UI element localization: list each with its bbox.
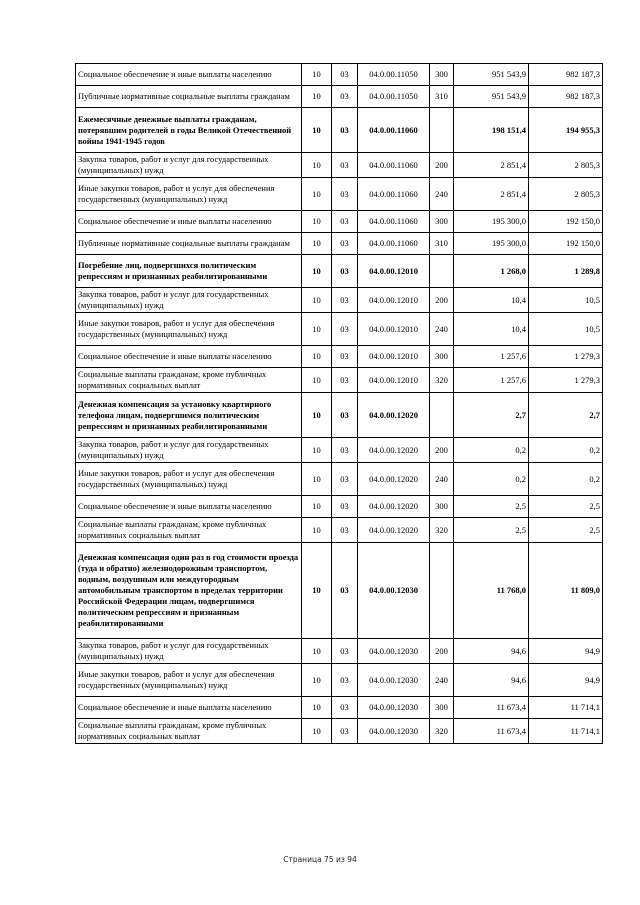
table-row [76,313,603,346]
cell-section: 10 [302,463,332,496]
cell-subsection: 03 [332,313,358,346]
cell-amount-year2: 11 714,1 [529,697,603,719]
cell-section: 10 [302,496,332,518]
cell-section: 10 [302,288,332,313]
cell-target-article: 04.0.00.11060 [358,211,430,233]
table-row [76,719,603,744]
table-row [76,64,603,86]
cell-target-article: 04.0.00.12010 [358,313,430,346]
cell-target-article: 04.0.00.12030 [358,664,430,697]
cell-section: 10 [302,518,332,543]
cell-target-article: 04.0.00.12010 [358,368,430,393]
page-footer: Страница 75 из 94 [283,855,357,864]
cell-section: 10 [302,393,332,438]
cell-amount-year1: 11 673,4 [454,719,529,744]
cell-expense-type: 300 [430,697,454,719]
cell-name: Ежемесячные денежные выплаты гражданам, потерявшим родителей в годы Великой Отечественной войны 1941-1945 годов [76,108,302,153]
cell-amount-year1: 94,6 [454,639,529,664]
cell-name: Социальное обеспечение и иные выплаты населению [76,64,302,86]
table-row [76,86,603,108]
cell-amount-year1: 1 257,6 [454,368,529,393]
cell-section: 10 [302,438,332,463]
cell-target-article: 04.0.00.12030 [358,543,430,639]
cell-section: 10 [302,313,332,346]
cell-subsection: 03 [332,368,358,393]
cell-amount-year2: 0,2 [529,463,603,496]
cell-amount-year2: 2 805,3 [529,178,603,211]
cell-amount-year2: 11 809,0 [529,543,603,639]
cell-amount-year1: 951 543,9 [454,86,529,108]
table-row [76,178,603,211]
cell-amount-year2: 982 187,3 [529,64,603,86]
cell-subsection: 03 [332,178,358,211]
cell-expense-type: 320 [430,368,454,393]
cell-amount-year2: 194 955,3 [529,108,603,153]
cell-amount-year2: 94,9 [529,664,603,697]
cell-expense-type: 320 [430,518,454,543]
cell-target-article: 04.0.00.12020 [358,438,430,463]
cell-subsection: 03 [332,288,358,313]
cell-amount-year1: 94,6 [454,664,529,697]
cell-name: Погребение лиц, подвергшихся политическим репрессиям и признанных реабилитированными [76,255,302,288]
cell-target-article: 04.0.00.12020 [358,496,430,518]
cell-target-article: 04.0.00.12010 [358,288,430,313]
cell-section: 10 [302,346,332,368]
table-row [76,664,603,697]
cell-expense-type [430,393,454,438]
cell-subsection: 03 [332,664,358,697]
cell-target-article: 04.0.00.11060 [358,233,430,255]
cell-name: Иные закупки товаров, работ и услуг для обеспечения государственных (муниципальных) нужд [76,463,302,496]
cell-expense-type: 300 [430,211,454,233]
cell-amount-year2: 982 187,3 [529,86,603,108]
cell-amount-year2: 94,9 [529,639,603,664]
cell-name: Закупка товаров, работ и услуг для государственных (муниципальных) нужд [76,153,302,178]
table-row [76,543,603,639]
cell-section: 10 [302,664,332,697]
cell-amount-year1: 2,5 [454,496,529,518]
cell-amount-year1: 1 268,0 [454,255,529,288]
cell-expense-type: 200 [430,153,454,178]
cell-expense-type: 240 [430,664,454,697]
cell-name: Публичные нормативные социальные выплаты гражданам [76,86,302,108]
cell-subsection: 03 [332,719,358,744]
cell-target-article: 04.0.00.12020 [358,463,430,496]
cell-expense-type: 320 [430,719,454,744]
cell-amount-year1: 951 543,9 [454,64,529,86]
cell-section: 10 [302,368,332,393]
table-row [76,153,603,178]
cell-amount-year1: 0,2 [454,463,529,496]
cell-amount-year2: 0,2 [529,438,603,463]
cell-amount-year1: 11 768,0 [454,543,529,639]
cell-section: 10 [302,153,332,178]
cell-section: 10 [302,108,332,153]
cell-target-article: 04.0.00.11060 [358,178,430,211]
cell-subsection: 03 [332,346,358,368]
cell-amount-year1: 1 257,6 [454,346,529,368]
cell-section: 10 [302,543,332,639]
cell-amount-year1: 198 151,4 [454,108,529,153]
cell-name: Закупка товаров, работ и услуг для государственных (муниципальных) нужд [76,639,302,664]
cell-name: Иные закупки товаров, работ и услуг для обеспечения государственных (муниципальных) нужд [76,178,302,211]
cell-amount-year1: 0,2 [454,438,529,463]
cell-expense-type [430,255,454,288]
cell-section: 10 [302,178,332,211]
cell-amount-year2: 1 279,3 [529,368,603,393]
cell-amount-year2: 11 714,1 [529,719,603,744]
cell-name: Публичные нормативные социальные выплаты гражданам [76,233,302,255]
cell-amount-year2: 2 805,3 [529,153,603,178]
cell-amount-year1: 11 673,4 [454,697,529,719]
cell-subsection: 03 [332,108,358,153]
table-body [76,64,603,744]
cell-name: Социальное обеспечение и иные выплаты населению [76,697,302,719]
cell-subsection: 03 [332,518,358,543]
cell-section: 10 [302,64,332,86]
cell-amount-year1: 2 851,4 [454,153,529,178]
cell-expense-type: 200 [430,639,454,664]
cell-subsection: 03 [332,438,358,463]
cell-subsection: 03 [332,211,358,233]
cell-target-article: 04.0.00.12030 [358,639,430,664]
cell-subsection: 03 [332,496,358,518]
cell-expense-type: 200 [430,438,454,463]
cell-name: Социальные выплаты гражданам, кроме публичных нормативных социальных выплат [76,719,302,744]
cell-expense-type [430,108,454,153]
table-row [76,108,603,153]
cell-amount-year1: 2 851,4 [454,178,529,211]
cell-target-article: 04.0.00.11060 [358,108,430,153]
table-row [76,211,603,233]
cell-amount-year2: 2,5 [529,496,603,518]
cell-subsection: 03 [332,639,358,664]
cell-amount-year2: 1 289,8 [529,255,603,288]
cell-section: 10 [302,697,332,719]
cell-name: Социальные выплаты гражданам, кроме публичных нормативных социальных выплат [76,518,302,543]
cell-expense-type: 240 [430,313,454,346]
cell-name: Иные закупки товаров, работ и услуг для обеспечения государственных (муниципальных) нужд [76,313,302,346]
cell-section: 10 [302,719,332,744]
cell-amount-year1: 195 300,0 [454,211,529,233]
cell-expense-type [430,543,454,639]
cell-name: Денежная компенсация один раз в год стоимости проезда (туда и обратно) железнодорожным транспортом, водным, воздушным или междугородным автомобильным транспортом в пределах территории Российской Федерации лицам, подвергшимся политическим репрессиям и признанным реабилитированными [76,543,302,639]
cell-amount-year2: 10,5 [529,313,603,346]
cell-amount-year2: 192 150,0 [529,233,603,255]
cell-target-article: 04.0.00.11050 [358,64,430,86]
cell-subsection: 03 [332,233,358,255]
cell-name: Социальное обеспечение и иные выплаты населению [76,211,302,233]
cell-subsection: 03 [332,543,358,639]
cell-name: Закупка товаров, работ и услуг для государственных (муниципальных) нужд [76,288,302,313]
table-row [76,496,603,518]
cell-target-article: 04.0.00.12020 [358,393,430,438]
cell-subsection: 03 [332,463,358,496]
cell-name: Иные закупки товаров, работ и услуг для обеспечения государственных (муниципальных) нужд [76,664,302,697]
cell-subsection: 03 [332,64,358,86]
table-row [76,697,603,719]
cell-subsection: 03 [332,697,358,719]
cell-expense-type: 310 [430,233,454,255]
table-row [76,255,603,288]
cell-target-article: 04.0.00.12020 [358,518,430,543]
table-row [76,393,603,438]
table-row [76,438,603,463]
table-row [76,288,603,313]
cell-name: Денежная компенсация за установку квартирного телефона лицам, подвергшимся политическим репрессиям и признанных реабилитированными [76,393,302,438]
cell-target-article: 04.0.00.12030 [358,719,430,744]
cell-amount-year2: 2,7 [529,393,603,438]
cell-name: Социальное обеспечение и иные выплаты населению [76,346,302,368]
cell-section: 10 [302,233,332,255]
cell-expense-type: 300 [430,346,454,368]
table-row [76,368,603,393]
cell-target-article: 04.0.00.12010 [358,255,430,288]
cell-expense-type: 200 [430,288,454,313]
cell-section: 10 [302,639,332,664]
table-row [76,463,603,496]
cell-section: 10 [302,86,332,108]
cell-expense-type: 300 [430,64,454,86]
cell-amount-year1: 10,4 [454,288,529,313]
cell-amount-year1: 2,5 [454,518,529,543]
cell-expense-type: 300 [430,496,454,518]
cell-target-article: 04.0.00.11050 [358,86,430,108]
cell-amount-year2: 192 150,0 [529,211,603,233]
cell-amount-year2: 10,5 [529,288,603,313]
budget-table [75,63,603,744]
cell-subsection: 03 [332,393,358,438]
cell-expense-type: 310 [430,86,454,108]
cell-target-article: 04.0.00.12030 [358,697,430,719]
cell-section: 10 [302,211,332,233]
cell-subsection: 03 [332,86,358,108]
cell-name: Закупка товаров, работ и услуг для государственных (муниципальных) нужд [76,438,302,463]
table-row [76,518,603,543]
cell-amount-year2: 1 279,3 [529,346,603,368]
cell-amount-year1: 10,4 [454,313,529,346]
cell-subsection: 03 [332,153,358,178]
cell-name: Социальное обеспечение и иные выплаты населению [76,496,302,518]
cell-target-article: 04.0.00.11060 [358,153,430,178]
cell-expense-type: 240 [430,178,454,211]
cell-target-article: 04.0.00.12010 [358,346,430,368]
table-row [76,233,603,255]
table-row [76,346,603,368]
cell-amount-year1: 2,7 [454,393,529,438]
cell-expense-type: 240 [430,463,454,496]
table-row [76,639,603,664]
cell-section: 10 [302,255,332,288]
cell-subsection: 03 [332,255,358,288]
cell-amount-year1: 195 300,0 [454,233,529,255]
cell-name: Социальные выплаты гражданам, кроме публичных нормативных социальных выплат [76,368,302,393]
cell-amount-year2: 2,5 [529,518,603,543]
